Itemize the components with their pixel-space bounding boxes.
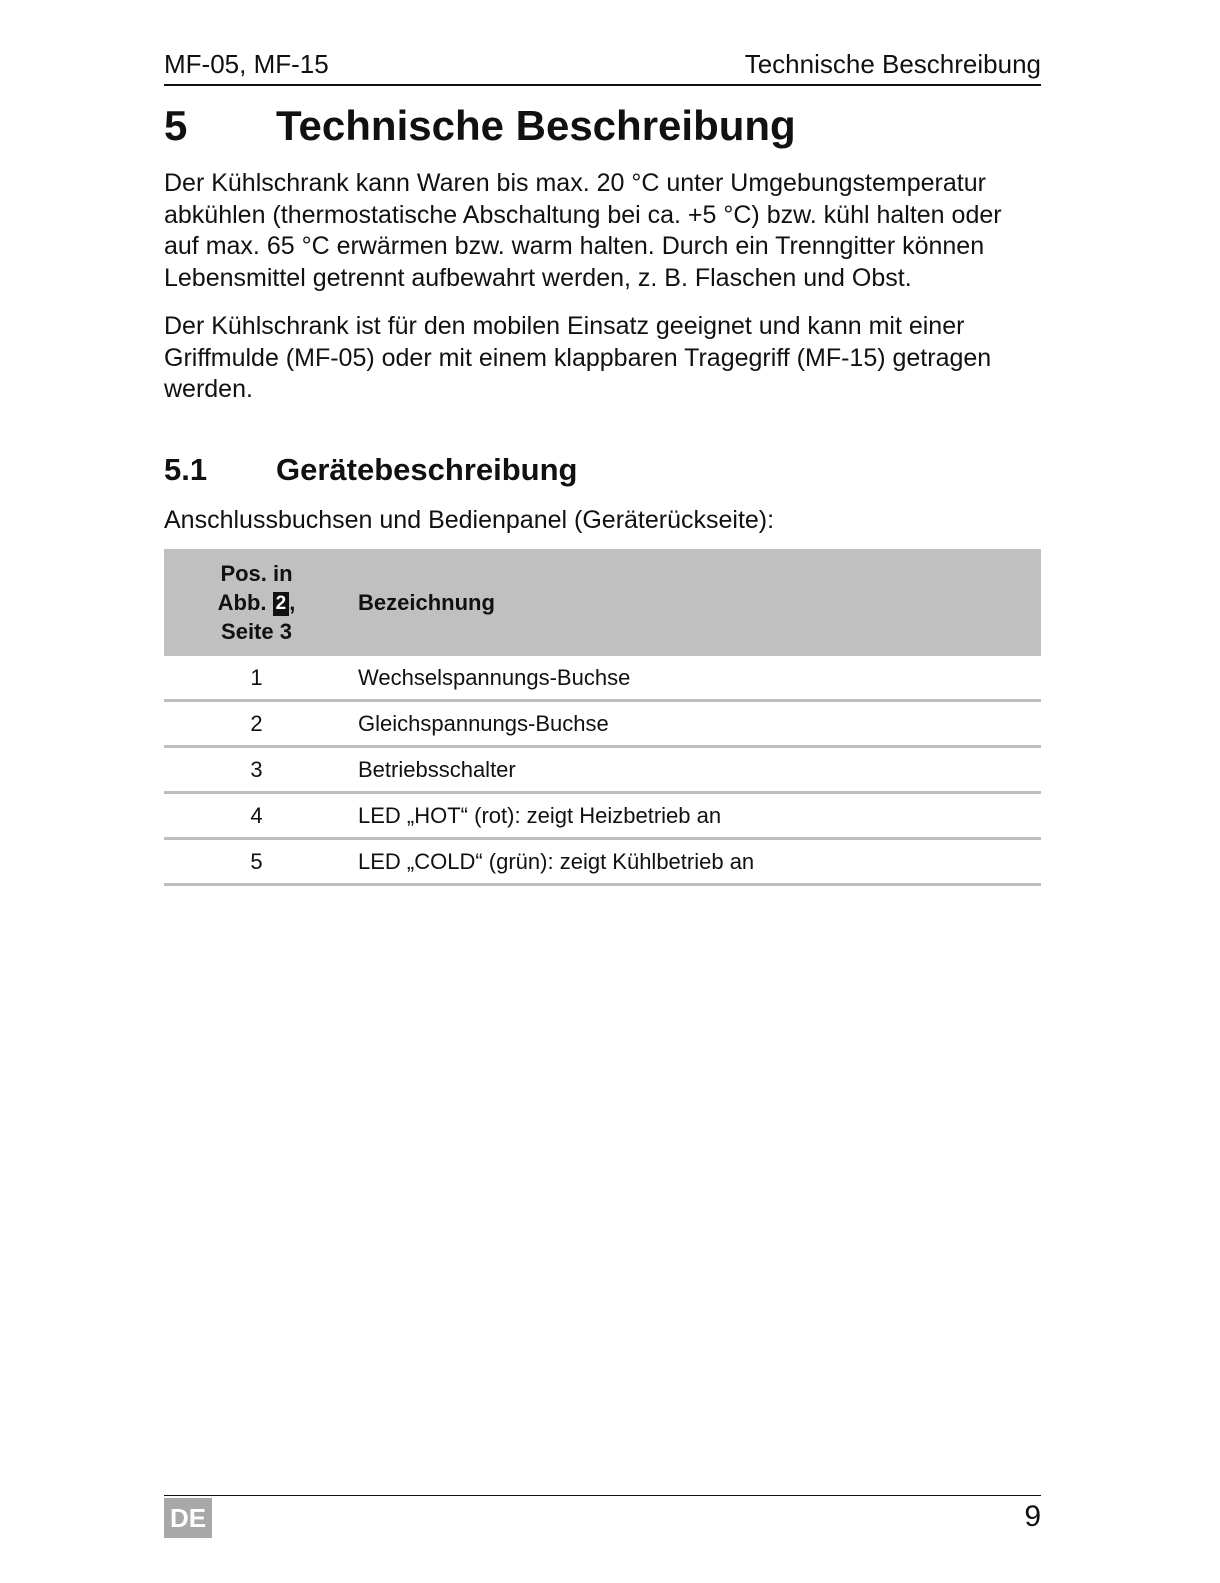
- paragraph: Der Kühlschrank kann Waren bis max. 20 °C unter Umgebungstemperatur abkühlen (thermostatische Abschaltung bei ca. +5 °C) bzw. kühl halten oder auf max. 65 °C erwärmen bzw. warm halten. Durch ein Trenngitter können Lebensmittel getrennt aufbewahrt werden, z. B. Flaschen und Obst.: [164, 169, 1002, 292]
- pos-header-abb: Abb.: [217, 590, 267, 615]
- row-position: 2: [164, 701, 349, 747]
- column-header-description: Bezeichnung: [349, 549, 1041, 656]
- table-header-row: [164, 549, 1041, 656]
- row-description: Betriebsschalter: [349, 747, 1041, 793]
- table-row: [164, 747, 1041, 793]
- figure-reference-badge: 2: [273, 592, 290, 616]
- language-badge: DE: [164, 1498, 212, 1538]
- section-intro: Anschlussbuchsen und Bedienpanel (Geräterückseite):: [164, 506, 775, 534]
- header-model: MF-05, MF-15: [164, 49, 329, 79]
- pos-header-line3: Seite 3: [221, 619, 292, 644]
- pos-header-comma: ,: [289, 590, 296, 615]
- device-parts-table: [164, 549, 1041, 886]
- table-row: [164, 656, 1041, 701]
- row-position: 1: [164, 656, 349, 701]
- row-position: 5: [164, 839, 349, 885]
- chapter-number: 5: [164, 102, 188, 149]
- row-description: Wechselspannungs-Buchse: [349, 656, 1041, 701]
- manual-page: [164, 0, 1041, 1583]
- row-description: LED „HOT“ (rot): zeigt Heizbetrieb an: [349, 793, 1041, 839]
- chapter-title: Technische Beschreibung: [276, 102, 796, 149]
- pos-header-line1: Pos. in: [220, 561, 293, 586]
- paragraph: Der Kühlschrank ist für den mobilen Einsatz geeignet und kann mit einer Griffmulde (MF-05) oder mit einem klappbaren Tragegriff (MF-15) getragen werden.: [164, 312, 992, 403]
- table-row: [164, 793, 1041, 839]
- header-section: Technische Beschreibung: [744, 49, 1041, 79]
- section-title: Gerätebeschreibung: [276, 452, 578, 487]
- section-number: 5.1: [164, 452, 208, 487]
- chapter-heading: [164, 100, 1041, 152]
- row-description: Gleichspannungs-Buchse: [349, 701, 1041, 747]
- section-heading: [164, 450, 577, 490]
- footer-rule: [164, 1495, 1041, 1496]
- table-row: [164, 701, 1041, 747]
- table-row: [164, 839, 1041, 885]
- row-description: LED „COLD“ (grün): zeigt Kühlbetrieb an: [349, 839, 1041, 885]
- page-number: 9: [1024, 1500, 1041, 1533]
- row-position: 4: [164, 793, 349, 839]
- row-position: 3: [164, 747, 349, 793]
- column-header-position: [164, 549, 349, 656]
- running-header: [164, 48, 1041, 86]
